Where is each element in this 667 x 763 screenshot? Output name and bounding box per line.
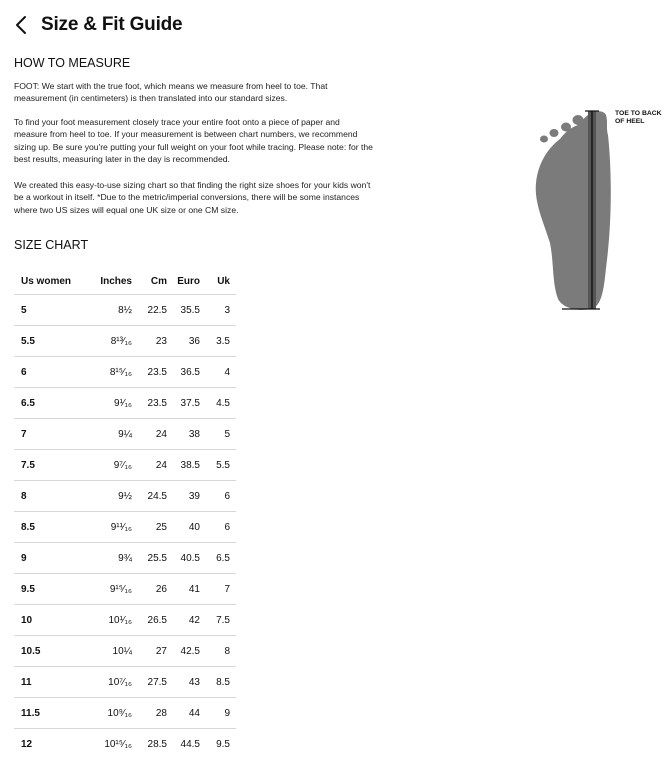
inches-cell: 10¹⁄₁₆ — [81, 605, 137, 636]
euro-cell: 44 — [169, 698, 202, 729]
table-row — [14, 698, 236, 729]
table-row — [14, 388, 236, 419]
column-header-inches: Inches — [100, 275, 132, 287]
table-row — [14, 481, 236, 512]
euro-cell: 44.5 — [169, 729, 202, 760]
uk-cell: 5.5 — [202, 450, 236, 481]
us-size-cell: 7.5 — [14, 450, 81, 481]
inches-cell: 10⁹⁄₁₆ — [81, 698, 137, 729]
table-row — [14, 543, 236, 574]
header — [0, 0, 667, 50]
table-row — [14, 357, 236, 388]
back-chevron-icon[interactable] — [12, 13, 32, 37]
toe-shape — [540, 136, 548, 143]
measure-paragraph-trace: To find your foot measurement closely trace your entire foot onto a piece of paper and measure from heel to toe. If your measurement is between chart numbers, we recommend sizing up. Be sure you're putting your full weight on your foot while tracing. Please note: for the best results, measuring later in the day is recommended. — [14, 117, 373, 165]
euro-cell: 38.5 — [169, 450, 202, 481]
us-size-cell: 12 — [14, 729, 81, 760]
us-size-cell: 9 — [14, 543, 81, 574]
euro-cell: 35.5 — [169, 295, 202, 326]
measure-paragraph-foot: FOOT: We start with the true foot, which means we measure from heel to toe. That measurement (in centimeters) is then translated into our standard sizes. — [14, 81, 328, 104]
inches-cell: 9¹⁄₁₆ — [81, 388, 137, 419]
us-size-cell: 11.5 — [14, 698, 81, 729]
inches-cell: 9¾ — [81, 543, 137, 574]
cm-cell: 27 — [137, 636, 169, 667]
us-size-cell: 11 — [14, 667, 81, 698]
euro-cell: 38 — [169, 419, 202, 450]
uk-cell: 3.5 — [202, 326, 236, 357]
table-row — [14, 574, 236, 605]
euro-cell: 43 — [169, 667, 202, 698]
euro-cell: 39 — [169, 481, 202, 512]
cm-cell: 27.5 — [137, 667, 169, 698]
uk-cell: 5 — [202, 419, 236, 450]
uk-cell: 6.5 — [202, 543, 236, 574]
inches-cell: 8¹³⁄₁₆ — [81, 326, 137, 357]
us-size-cell: 5.5 — [14, 326, 81, 357]
us-size-cell: 9.5 — [14, 574, 81, 605]
cm-cell: 23.5 — [137, 388, 169, 419]
uk-cell: 8.5 — [202, 667, 236, 698]
inches-cell: 8½ — [81, 295, 137, 326]
uk-cell: 9 — [202, 698, 236, 729]
uk-cell: 6 — [202, 481, 236, 512]
uk-cell: 7 — [202, 574, 236, 605]
euro-cell: 41 — [169, 574, 202, 605]
table-row — [14, 729, 236, 760]
uk-cell: 7.5 — [202, 605, 236, 636]
column-header-us-women: Us women — [21, 275, 72, 287]
euro-cell: 40 — [169, 512, 202, 543]
table-row — [14, 605, 236, 636]
table-row — [14, 667, 236, 698]
toe-shape — [573, 115, 584, 125]
inches-cell: 9¹¹⁄₁₆ — [81, 512, 137, 543]
table-row — [14, 636, 236, 667]
uk-cell: 4 — [202, 357, 236, 388]
us-size-cell: 10.5 — [14, 636, 81, 667]
inches-cell: 9¼ — [81, 419, 137, 450]
euro-cell: 40.5 — [169, 543, 202, 574]
size-chart-heading: SIZE CHART — [14, 238, 89, 252]
cm-cell: 25.5 — [137, 543, 169, 574]
cm-cell: 24.5 — [137, 481, 169, 512]
inches-cell: 10¹⁵⁄₁₆ — [81, 729, 137, 760]
euro-cell: 42 — [169, 605, 202, 636]
euro-cell: 36 — [169, 326, 202, 357]
us-size-cell: 6.5 — [14, 388, 81, 419]
measure-paragraph-chart-note: We created this easy-to-use sizing chart so that finding the right size shoes for your kids won't be a workout in itself. *Due to the metric/imperial conversions, there will be some instances where two US sizes will equal one UK size or one CM size. — [14, 180, 371, 215]
us-size-cell: 8 — [14, 481, 81, 512]
table-row — [14, 295, 236, 326]
euro-cell: 42.5 — [169, 636, 202, 667]
cm-cell: 24 — [137, 450, 169, 481]
euro-cell: 37.5 — [169, 388, 202, 419]
cm-cell: 26 — [137, 574, 169, 605]
uk-cell: 3 — [202, 295, 236, 326]
uk-cell: 4.5 — [202, 388, 236, 419]
inches-cell: 10⁷⁄₁₆ — [81, 667, 137, 698]
cm-cell: 25 — [137, 512, 169, 543]
table-row — [14, 450, 236, 481]
uk-cell: 6 — [202, 512, 236, 543]
page-title: Size & Fit Guide — [41, 14, 183, 35]
us-size-cell: 6 — [14, 357, 81, 388]
inches-cell: 9¹⁵⁄₁₆ — [81, 574, 137, 605]
column-header-uk: Uk — [217, 275, 230, 287]
cm-cell: 23 — [137, 326, 169, 357]
cm-cell: 23.5 — [137, 357, 169, 388]
cm-cell: 26.5 — [137, 605, 169, 636]
us-size-cell: 10 — [14, 605, 81, 636]
foot-outline-icon — [530, 103, 650, 313]
toe-shape — [550, 129, 559, 137]
toe-shape — [561, 123, 571, 132]
how-to-measure-heading: HOW TO MEASURE — [14, 56, 131, 70]
cm-cell: 24 — [137, 419, 169, 450]
size-chart-header-row — [14, 268, 236, 295]
diagram-caption: TOE TO BACK OF HEEL — [615, 110, 662, 126]
euro-cell: 36.5 — [169, 357, 202, 388]
column-header-euro: Euro — [177, 275, 200, 287]
size-chart-table — [14, 268, 236, 759]
us-size-cell: 8.5 — [14, 512, 81, 543]
inches-cell: 9½ — [81, 481, 137, 512]
column-header-cm: Cm — [150, 275, 167, 287]
cm-cell: 28 — [137, 698, 169, 729]
us-size-cell: 5 — [14, 295, 81, 326]
cm-cell: 28.5 — [137, 729, 169, 760]
uk-cell: 9.5 — [202, 729, 236, 760]
inches-cell: 10¼ — [81, 636, 137, 667]
table-row — [14, 419, 236, 450]
table-row — [14, 512, 236, 543]
table-row — [14, 326, 236, 357]
inches-cell: 8¹⁵⁄₁₆ — [81, 357, 137, 388]
cm-cell: 22.5 — [137, 295, 169, 326]
us-size-cell: 7 — [14, 419, 81, 450]
inches-cell: 9⁷⁄₁₆ — [81, 450, 137, 481]
uk-cell: 8 — [202, 636, 236, 667]
